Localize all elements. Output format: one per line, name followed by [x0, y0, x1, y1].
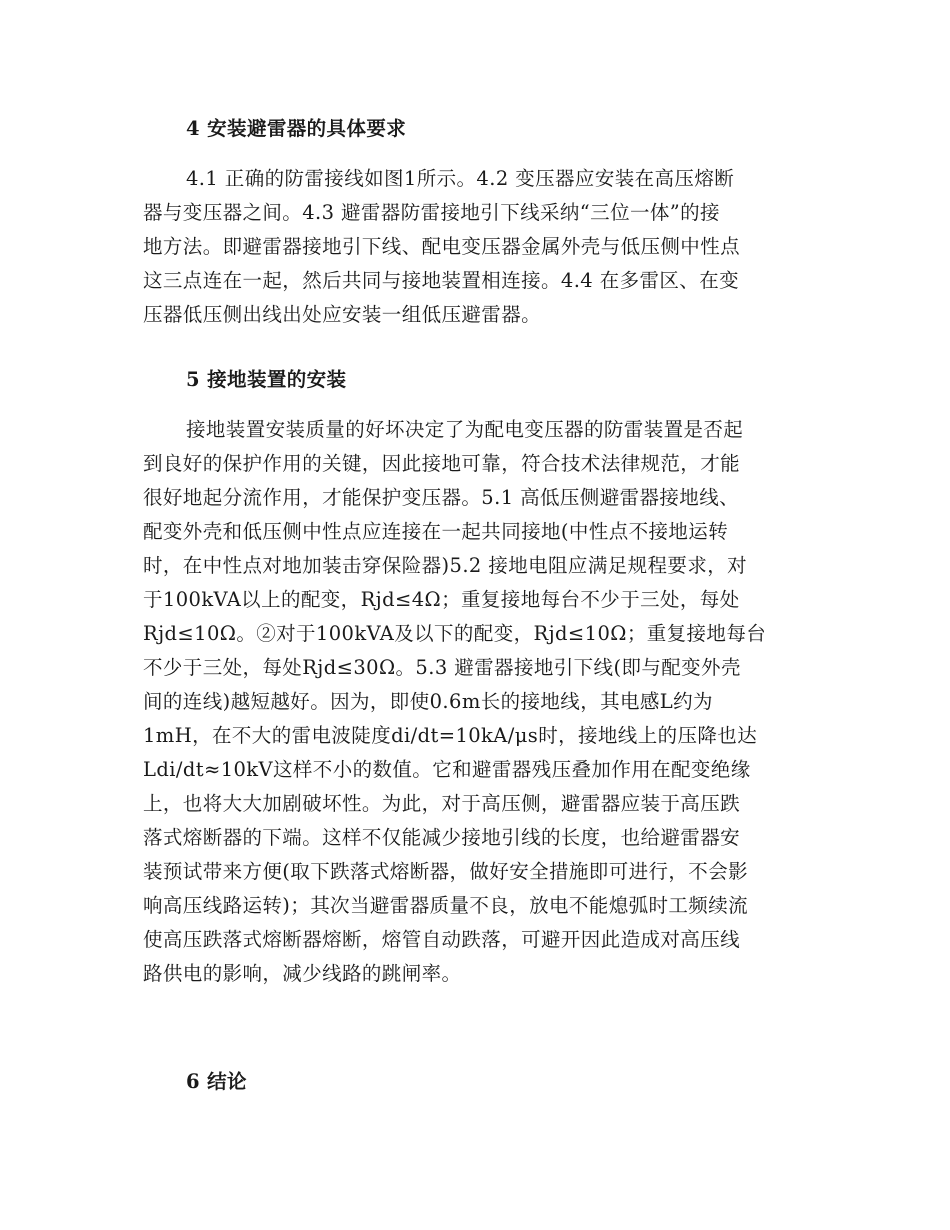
paragraph-line: 响高压线路运转)；其次当避雷器质量不良，放电不能熄弧时工频续流: [143, 894, 749, 917]
paragraph-line: 接地装置安装质量的好坏决定了为配电变压器的防雷装置是否起: [186, 418, 744, 441]
paragraph-line: 路供电的影响，减少线路的跳闸率。: [143, 962, 462, 985]
paragraph-line: 间的连线)越短越好。因为，即使0.6m长的接地线，其电感L约为: [143, 690, 713, 713]
paragraph-line: 装预试带来方便(取下跌落式熔断器，做好安全措施即可进行，不会影: [143, 860, 749, 883]
paragraph-line: 配变外壳和低压侧中性点应连接在一起共同接地(中性点不接地运转: [143, 520, 729, 543]
section-6-heading: 6 结论: [186, 1070, 247, 1093]
paragraph-line: 落式熔断器的下端。这样不仅能减少接地引线的长度，也给避雷器安: [143, 826, 741, 849]
section-5-heading: 5 接地装置的安装: [186, 368, 347, 391]
paragraph-line: 1mH，在不大的雷电波陡度di/dt=10kA/μs时，接地线上的压降也达: [143, 724, 758, 747]
paragraph-line: 于100kVA以上的配变，Rjd≤4Ω；重复接地每台不少于三处，每处: [143, 588, 740, 611]
section-4-heading: 4 安装避雷器的具体要求: [186, 117, 407, 140]
paragraph-line: 很好地起分流作用，才能保护变压器。5.1 高低压侧避雷器接地线、: [143, 486, 740, 509]
section-4-paragraph: [143, 162, 805, 332]
paragraph-line: 时，在中性点对地加装击穿保险器)5.2 接地电阻应满足规程要求，对: [143, 554, 748, 577]
section-5-paragraph: [143, 413, 805, 991]
paragraph-line: 使高压跌落式熔断器熔断，熔管自动跌落，可避开因此造成对高压线: [143, 928, 741, 951]
paragraph-line: 压器低压侧出线出处应安装一组低压避雷器。: [143, 303, 542, 326]
paragraph-line: 地方法。即避雷器接地引下线、配电变压器金属外壳与低压侧中性点: [143, 235, 741, 258]
paragraph-line: 4.1 正确的防雷接线如图1所示。4.2 变压器应安装在高压熔断: [186, 167, 735, 190]
paragraph-line: 不少于三处，每处Rjd≤30Ω。5.3 避雷器接地引下线(即与配变外壳: [143, 656, 741, 679]
paragraph-line: 上，也将大大加剧破坏性。为此，对于高压侧，避雷器应装于高压跌: [143, 792, 741, 815]
paragraph-line: Ldi/dt≈10kV这样不小的数值。它和避雷器残压叠加作用在配变绝缘: [143, 758, 751, 781]
paragraph-line: 到良好的保护作用的关键，因此接地可靠，符合技术法律规范，才能: [143, 452, 741, 475]
paragraph-line: 这三点连在一起，然后共同与接地装置相连接。4.4 在多雷区、在变: [143, 269, 740, 292]
paragraph-line: Rjd≤10Ω。②对于100kVA及以下的配变，Rjd≤10Ω；重复接地每台: [143, 622, 767, 645]
paragraph-line: 器与变压器之间。4.3 避雷器防雷接地引下线采纳“三位一体”的接: [143, 201, 720, 224]
